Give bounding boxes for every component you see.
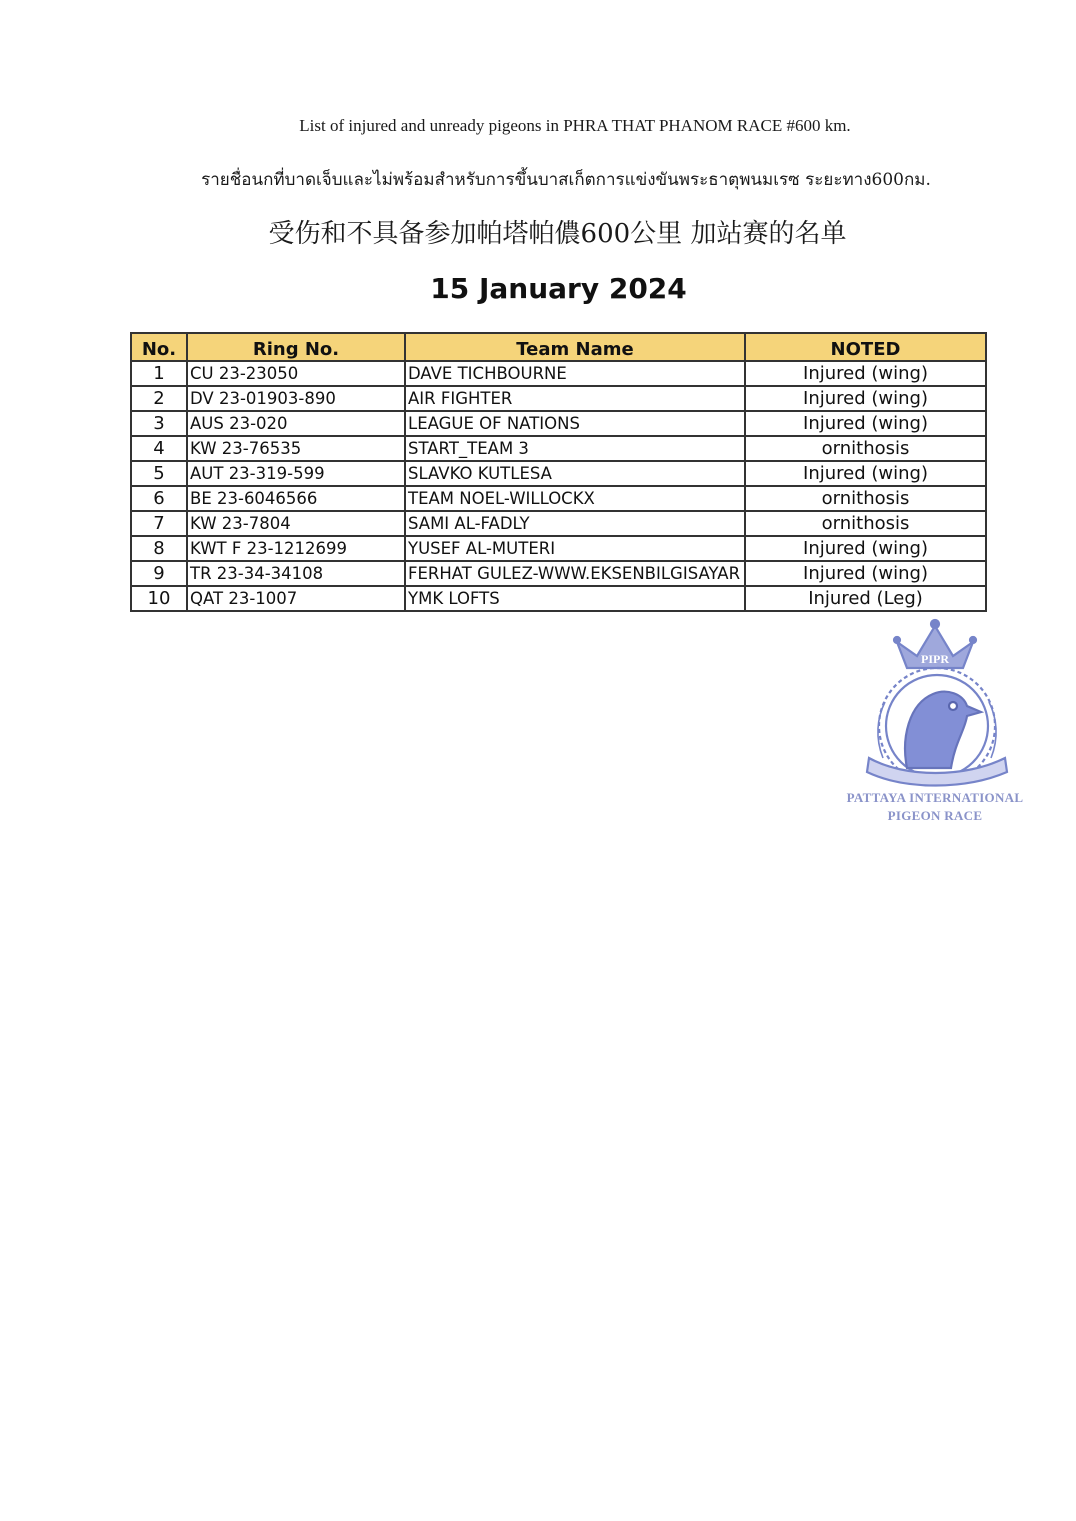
table-row [131,561,986,586]
row-number: 6 [131,486,187,511]
pigeon-race-seal-stamp [835,618,1035,830]
note: Injured (wing) [745,386,986,411]
title-chinese: 受伤和不具备参加帕塔帕儂600公里 加站赛的名单 [268,219,847,249]
row-number: 10 [131,586,187,611]
ring-number: DV 23-01903-890 [187,386,405,411]
table-row [131,411,986,436]
document-date: 15 January 2024 [430,272,687,305]
ring-number: KW 23-7804 [187,511,405,536]
table-row [131,486,986,511]
note: ornithosis [745,486,986,511]
ring-number: AUT 23-319-599 [187,461,405,486]
seal-crown-text: PIPR [921,652,949,666]
ring-number: AUS 23-020 [187,411,405,436]
row-number: 2 [131,386,187,411]
table-header-row [131,333,986,361]
column-header-team-name: Team Name [405,333,745,361]
note: ornithosis [745,436,986,461]
team-name: YUSEF AL-MUTERI [405,536,745,561]
row-number: 7 [131,511,187,536]
team-name: START_TEAM 3 [405,436,745,461]
note: Injured (wing) [745,361,986,386]
note: Injured (wing) [745,461,986,486]
ring-number: KW 23-76535 [187,436,405,461]
note: Injured (wing) [745,561,986,586]
table-row [131,436,986,461]
seal-text-line1: PATTAYA INTERNATIONAL [846,790,1024,805]
row-number: 8 [131,536,187,561]
row-number: 1 [131,361,187,386]
table-row [131,511,986,536]
title-english: List of injured and unready pigeons in PHRA THAT PHANOM RACE #600 km. [299,116,851,135]
column-header-ring-no: Ring No. [187,333,405,361]
note: ornithosis [745,511,986,536]
row-number: 4 [131,436,187,461]
ring-number: KWT F 23-1212699 [187,536,405,561]
row-number: 3 [131,411,187,436]
note: Injured (wing) [745,536,986,561]
pigeon-crest-icon [835,618,1035,788]
table-row [131,361,986,386]
team-name: LEAGUE OF NATIONS [405,411,745,436]
column-header-no: No. [131,333,187,361]
row-number: 5 [131,461,187,486]
title-thai: รายชื่อนกที่บาดเจ็บและไม่พร้อมสำหรับการขึ้นบาสเก็ตการแข่งขันพระธาตุพนมเรซ ระยะทาง600กม. [201,170,931,190]
ring-number: BE 23-6046566 [187,486,405,511]
team-name: DAVE TICHBOURNE [405,361,745,386]
ring-number: QAT 23-1007 [187,586,405,611]
team-name: TEAM NOEL-WILLOCKX [405,486,745,511]
ring-number: TR 23-34-34108 [187,561,405,586]
column-header-noted: NOTED [745,333,986,361]
table-row [131,461,986,486]
row-number: 9 [131,561,187,586]
table-row [131,586,986,611]
ring-number: CU 23-23050 [187,361,405,386]
team-name: FERHAT GULEZ-WWW.EKSENBILGISAYAR [405,561,745,586]
table-row [131,536,986,561]
table-row [131,386,986,411]
team-name: AIR FIGHTER [405,386,745,411]
note: Injured (wing) [745,411,986,436]
team-name: SLAVKO KUTLESA [405,461,745,486]
note: Injured (Leg) [745,586,986,611]
team-name: YMK LOFTS [405,586,745,611]
seal-text-line2: PIGEON RACE [887,808,983,823]
team-name: SAMI AL-FADLY [405,511,745,536]
injured-pigeons-table [130,332,987,612]
